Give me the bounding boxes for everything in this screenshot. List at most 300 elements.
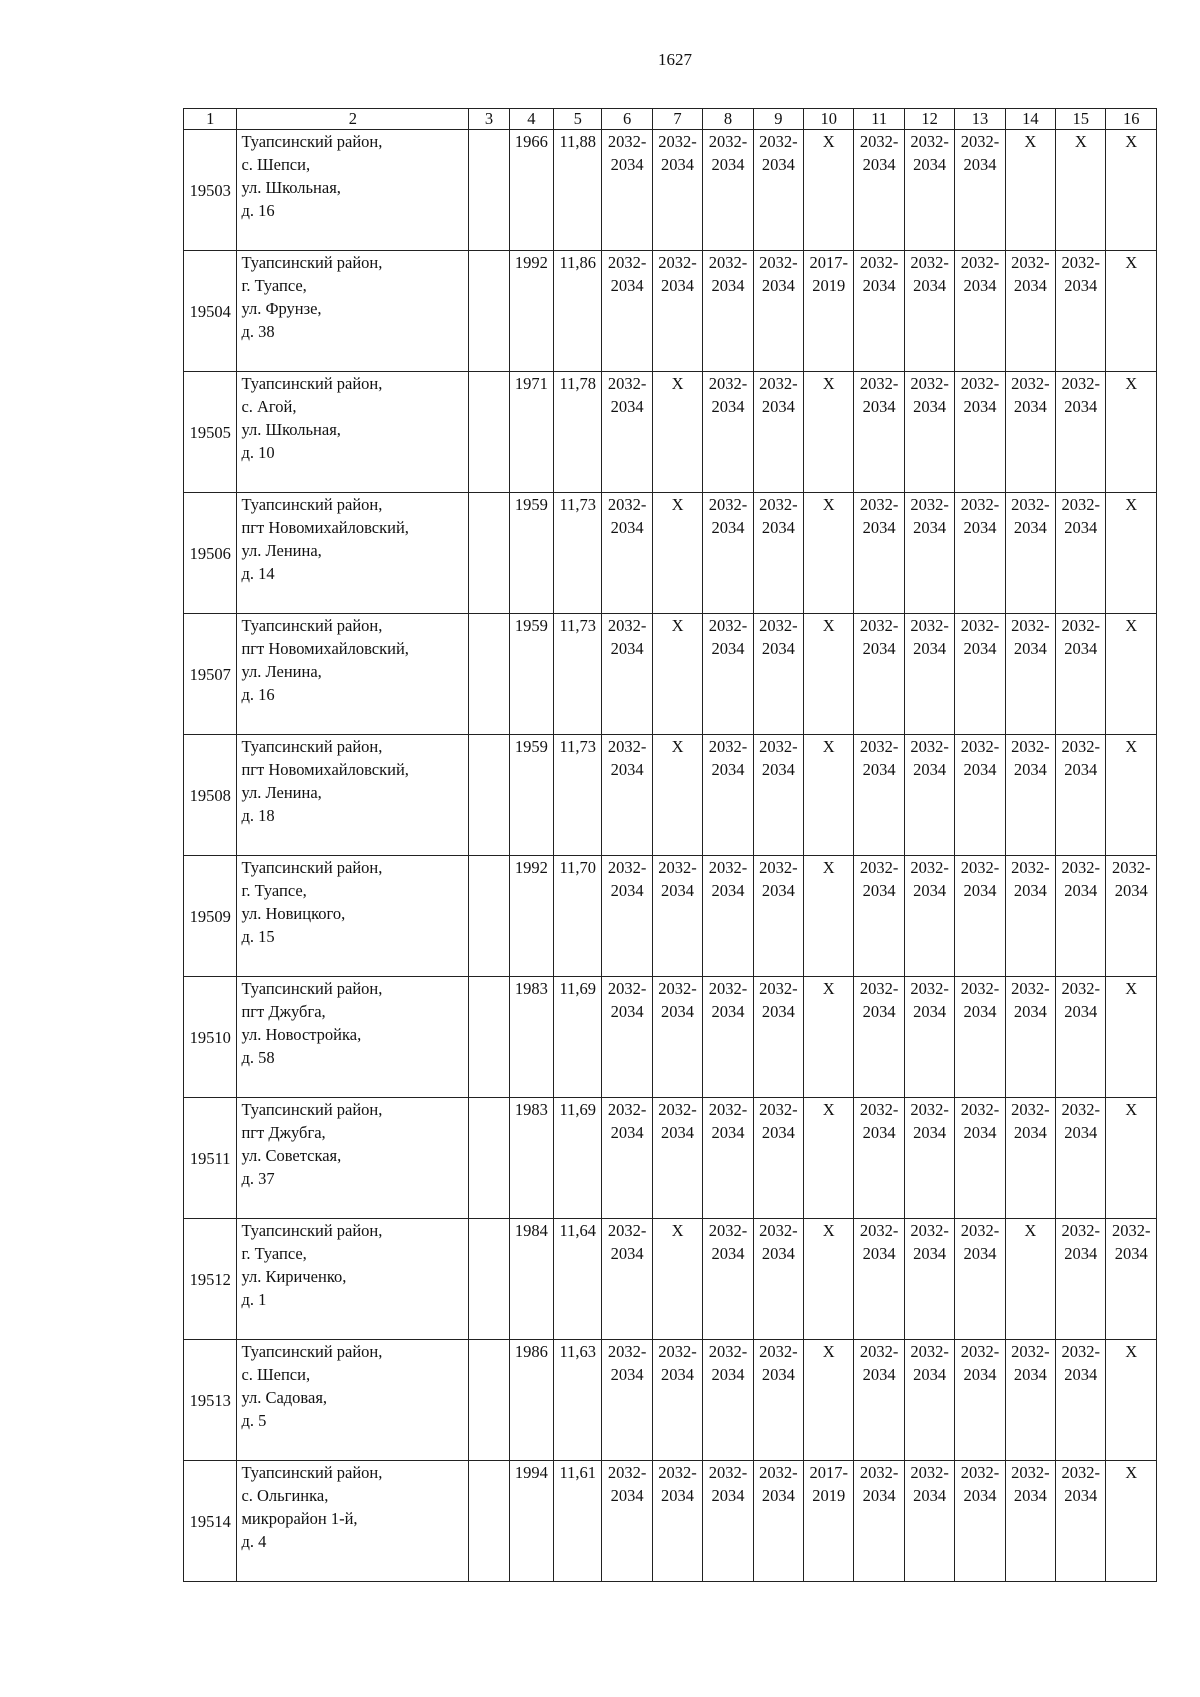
value-cell: 11,70 <box>554 856 602 977</box>
address-cell <box>237 493 469 614</box>
period-start: 2032- <box>658 132 697 151</box>
period-end: 2034 <box>1064 639 1098 658</box>
period-start: 2032- <box>910 1221 949 1240</box>
period-start: 2032- <box>607 1100 647 1119</box>
mark-cell: X <box>1106 1340 1157 1461</box>
period-cell <box>602 493 652 614</box>
address-line: ул. Новицкого, <box>241 904 346 923</box>
period-start: 2032- <box>859 1463 899 1482</box>
period-start: 2032- <box>910 1342 949 1361</box>
period-cell <box>904 1340 954 1461</box>
period-cell <box>1005 1461 1055 1582</box>
period-start: 2032- <box>1061 737 1101 756</box>
value-cell: 11,86 <box>554 251 602 372</box>
period-end: 2034 <box>761 881 795 900</box>
period-start: 2032- <box>960 1342 1000 1361</box>
period-end: 2034 <box>963 397 997 416</box>
period-cell <box>1005 977 1055 1098</box>
period-end: 2034 <box>1114 881 1148 900</box>
period-start: 2032- <box>859 495 899 514</box>
address-line: д. 37 <box>241 1169 275 1188</box>
address-line: с. Ольгинка, <box>241 1486 329 1505</box>
period-end: 2034 <box>1013 1123 1047 1142</box>
address-line: пгт Джубга, <box>241 1002 326 1021</box>
period-cell <box>602 1098 652 1219</box>
period-start: 2032- <box>960 495 1000 514</box>
address-line: д. 5 <box>241 1411 267 1430</box>
period-cell <box>1056 1219 1106 1340</box>
period-start: 2032- <box>859 858 899 877</box>
period-end: 2034 <box>1013 760 1047 779</box>
period-end: 2034 <box>862 518 896 537</box>
address-line: ул. Школьная, <box>241 178 341 197</box>
period-end: 2034 <box>1064 1365 1098 1384</box>
period-end: 2034 <box>1064 1486 1098 1505</box>
address-line: с. Шепси, <box>241 1365 311 1384</box>
address-line: ул. Советская, <box>241 1146 342 1165</box>
address-line: ул. Кириченко, <box>241 1267 347 1286</box>
period-start: 2032- <box>910 374 949 393</box>
period-start: 2032- <box>607 374 647 393</box>
period-cell <box>753 614 803 735</box>
row-number: 19510 <box>184 977 237 1098</box>
table-row <box>184 977 1157 1098</box>
period-end: 2034 <box>661 1123 695 1142</box>
period-end: 2034 <box>610 1244 644 1263</box>
mark-cell: X <box>804 614 854 735</box>
period-cell <box>602 977 652 1098</box>
address-line: г. Туапсе, <box>241 1244 307 1263</box>
table-body <box>184 109 1157 1582</box>
table-row <box>184 372 1157 493</box>
period-start: 2032- <box>1011 616 1050 635</box>
period-end: 2034 <box>711 760 745 779</box>
address-line: Туапсинский район, <box>241 1463 383 1482</box>
period-end: 2034 <box>711 881 745 900</box>
period-cell <box>1005 614 1055 735</box>
period-end: 2034 <box>862 397 896 416</box>
period-end: 2034 <box>711 639 745 658</box>
period-end: 2034 <box>1013 1002 1047 1021</box>
period-cell <box>955 735 1005 856</box>
row-number: 19506 <box>184 493 237 614</box>
mark-cell: X <box>652 372 702 493</box>
mark-cell: X <box>804 735 854 856</box>
period-end: 2034 <box>1114 1244 1148 1263</box>
period-start: 2032- <box>759 1463 798 1482</box>
mark-cell: X <box>1106 614 1157 735</box>
address-line: г. Туапсе, <box>241 881 307 900</box>
period-start: 2032- <box>607 1221 647 1240</box>
address-line: г. Туапсе, <box>241 276 307 295</box>
period-cell <box>703 1219 753 1340</box>
period-cell <box>703 251 753 372</box>
address-line: д. 1 <box>241 1290 267 1309</box>
period-cell <box>904 372 954 493</box>
period-end: 2034 <box>862 760 896 779</box>
period-start: 2032- <box>1061 616 1101 635</box>
row-number: 19503 <box>184 130 237 251</box>
period-end: 2034 <box>661 1365 695 1384</box>
period-end: 2034 <box>913 1123 947 1142</box>
mark-cell: X <box>1005 130 1055 251</box>
year-cell: 1983 <box>509 977 553 1098</box>
period-cell <box>703 130 753 251</box>
period-start: 2032- <box>859 374 899 393</box>
period-start: 2032- <box>910 1463 949 1482</box>
period-start: 2032- <box>960 616 1000 635</box>
mark-cell: X <box>1005 1219 1055 1340</box>
address-line: ул. Ленина, <box>241 541 322 560</box>
period-end: 2034 <box>913 155 947 174</box>
period-end: 2034 <box>610 1002 644 1021</box>
period-end: 2034 <box>661 1486 695 1505</box>
period-cell <box>854 130 904 251</box>
address-line: Туапсинский район, <box>241 374 383 393</box>
period-cell <box>703 1461 753 1582</box>
period-end: 2034 <box>711 276 745 295</box>
empty-cell <box>469 251 509 372</box>
period-start: 2032- <box>658 979 697 998</box>
period-end: 2034 <box>963 760 997 779</box>
period-cell <box>1056 977 1106 1098</box>
column-header: 5 <box>554 109 602 130</box>
column-header: 15 <box>1056 109 1106 130</box>
period-cell <box>955 856 1005 977</box>
period-end: 2034 <box>610 1486 644 1505</box>
period-cell <box>1056 1461 1106 1582</box>
column-header: 1 <box>184 109 237 130</box>
column-header: 13 <box>955 109 1005 130</box>
period-cell <box>703 1098 753 1219</box>
value-cell: 11,73 <box>554 493 602 614</box>
period-start: 2032- <box>1061 495 1101 514</box>
period-cell <box>904 735 954 856</box>
period-end: 2019 <box>812 276 846 295</box>
mark-cell: X <box>652 493 702 614</box>
mark-cell: X <box>804 977 854 1098</box>
period-start: 2032- <box>1061 1100 1101 1119</box>
period-cell <box>1005 493 1055 614</box>
mark-cell: X <box>804 1098 854 1219</box>
address-line: ул. Ленина, <box>241 783 322 802</box>
table-row <box>184 251 1157 372</box>
table-row <box>184 735 1157 856</box>
period-cell <box>753 372 803 493</box>
table-row <box>184 130 1157 251</box>
year-cell: 1992 <box>509 251 553 372</box>
period-cell <box>1056 372 1106 493</box>
period-start: 2032- <box>708 1221 748 1240</box>
address-line: пгт Джубга, <box>241 1123 326 1142</box>
period-end: 2034 <box>711 1123 745 1142</box>
period-cell <box>703 614 753 735</box>
period-cell <box>1056 1340 1106 1461</box>
period-end: 2034 <box>761 397 795 416</box>
empty-cell <box>469 1219 509 1340</box>
mark-cell: X <box>652 1219 702 1340</box>
mark-cell: X <box>1106 735 1157 856</box>
period-cell <box>1005 735 1055 856</box>
period-start: 2032- <box>708 1463 748 1482</box>
empty-cell <box>469 1340 509 1461</box>
period-end: 2034 <box>963 639 997 658</box>
period-end: 2034 <box>610 639 644 658</box>
period-start: 2032- <box>607 616 647 635</box>
period-start: 2032- <box>759 374 798 393</box>
period-cell <box>854 1340 904 1461</box>
table-row <box>184 1461 1157 1582</box>
period-start: 2032- <box>708 616 748 635</box>
period-start: 2032- <box>960 1100 1000 1119</box>
period-end: 2034 <box>913 1002 947 1021</box>
period-end: 2034 <box>761 518 795 537</box>
period-end: 2034 <box>913 1486 947 1505</box>
period-start: 2032- <box>910 132 949 151</box>
period-cell <box>904 1461 954 1582</box>
period-cell <box>854 1461 904 1582</box>
empty-cell <box>469 130 509 251</box>
period-start: 2032- <box>658 1463 697 1482</box>
address-line: с. Шепси, <box>241 155 311 174</box>
period-cell <box>955 1461 1005 1582</box>
period-start: 2032- <box>960 1463 1000 1482</box>
period-end: 2034 <box>913 397 947 416</box>
mark-cell: X <box>804 1219 854 1340</box>
table-row <box>184 614 1157 735</box>
period-cell <box>602 1461 652 1582</box>
mark-cell: X <box>1106 251 1157 372</box>
period-end: 2034 <box>610 397 644 416</box>
period-start: 2032- <box>910 737 949 756</box>
year-cell: 1966 <box>509 130 553 251</box>
period-cell <box>1056 735 1106 856</box>
address-line: микрорайон 1-й, <box>241 1509 358 1528</box>
address-line: Туапсинский район, <box>241 1221 383 1240</box>
address-line: д. 10 <box>241 443 275 462</box>
period-end: 2034 <box>963 1123 997 1142</box>
period-start: 2032- <box>1011 1463 1050 1482</box>
period-start: 2032- <box>859 737 899 756</box>
period-start: 2032- <box>960 1221 1000 1240</box>
period-cell <box>854 614 904 735</box>
mark-cell: X <box>804 493 854 614</box>
period-cell <box>753 977 803 1098</box>
period-start: 2032- <box>1061 253 1101 272</box>
period-cell <box>955 614 1005 735</box>
period-start: 2032- <box>607 858 647 877</box>
value-cell: 11,73 <box>554 614 602 735</box>
year-cell: 1971 <box>509 372 553 493</box>
period-cell <box>904 1098 954 1219</box>
period-cell <box>904 614 954 735</box>
period-end: 2034 <box>1064 760 1098 779</box>
year-cell: 1986 <box>509 1340 553 1461</box>
period-end: 2034 <box>1013 881 1047 900</box>
period-start: 2032- <box>859 1100 899 1119</box>
period-cell <box>1106 1219 1157 1340</box>
address-line: ул. Новостройка, <box>241 1025 362 1044</box>
period-end: 2034 <box>913 518 947 537</box>
address-cell <box>237 251 469 372</box>
period-end: 2034 <box>862 1486 896 1505</box>
period-end: 2034 <box>1064 276 1098 295</box>
value-cell: 11,69 <box>554 977 602 1098</box>
address-line: ул. Ленина, <box>241 662 322 681</box>
period-end: 2034 <box>862 1244 896 1263</box>
mark-cell: X <box>804 1340 854 1461</box>
table-row <box>184 1340 1157 1461</box>
period-start: 2032- <box>607 132 647 151</box>
period-cell <box>602 856 652 977</box>
period-start: 2032- <box>607 495 647 514</box>
period-cell <box>1005 1098 1055 1219</box>
address-line: д. 18 <box>241 806 275 825</box>
period-cell <box>854 735 904 856</box>
period-cell <box>854 372 904 493</box>
period-end: 2034 <box>711 1365 745 1384</box>
period-start: 2032- <box>607 979 647 998</box>
address-cell <box>237 1219 469 1340</box>
address-line: ул. Садовая, <box>241 1388 328 1407</box>
period-start: 2032- <box>1111 1221 1151 1240</box>
registry-table <box>183 108 1157 1582</box>
period-start: 2032- <box>960 737 1000 756</box>
row-number: 19509 <box>184 856 237 977</box>
year-cell: 1984 <box>509 1219 553 1340</box>
period-end: 2034 <box>1013 518 1047 537</box>
period-end: 2034 <box>761 1002 795 1021</box>
period-end: 2034 <box>963 518 997 537</box>
period-end: 2034 <box>711 397 745 416</box>
empty-cell <box>469 614 509 735</box>
period-cell <box>854 977 904 1098</box>
address-line: д. 38 <box>241 322 275 341</box>
period-start: 2032- <box>910 495 949 514</box>
period-end: 2034 <box>1064 1002 1098 1021</box>
year-cell: 1959 <box>509 614 553 735</box>
period-start: 2032- <box>1061 1221 1101 1240</box>
year-cell: 1983 <box>509 1098 553 1219</box>
period-cell <box>1056 251 1106 372</box>
period-start: 2032- <box>1011 737 1050 756</box>
period-start: 2032- <box>1061 858 1101 877</box>
mark-cell: X <box>1106 493 1157 614</box>
period-start: 2032- <box>1061 374 1101 393</box>
period-start: 2032- <box>759 979 798 998</box>
table-row <box>184 1098 1157 1219</box>
address-line: Туапсинский район, <box>241 616 383 635</box>
address-cell <box>237 130 469 251</box>
period-start: 2017- <box>809 1463 848 1482</box>
period-cell <box>703 493 753 614</box>
period-cell <box>904 251 954 372</box>
period-cell <box>602 130 652 251</box>
empty-cell <box>469 493 509 614</box>
period-start: 2032- <box>910 979 949 998</box>
period-cell <box>703 977 753 1098</box>
period-start: 2032- <box>1111 858 1151 877</box>
column-header: 4 <box>509 109 553 130</box>
address-line: д. 15 <box>241 927 275 946</box>
period-cell <box>904 1219 954 1340</box>
mark-cell: X <box>1106 1098 1157 1219</box>
period-start: 2017- <box>809 253 848 272</box>
period-end: 2034 <box>913 639 947 658</box>
period-start: 2032- <box>910 616 949 635</box>
period-start: 2032- <box>759 858 798 877</box>
year-cell: 1992 <box>509 856 553 977</box>
page-number: 1627 <box>658 50 692 69</box>
period-start: 2032- <box>759 495 798 514</box>
period-cell <box>602 614 652 735</box>
period-end: 2034 <box>711 155 745 174</box>
value-cell: 11,88 <box>554 130 602 251</box>
period-cell <box>753 1219 803 1340</box>
period-start: 2032- <box>708 253 748 272</box>
mark-cell: X <box>804 130 854 251</box>
row-number: 19512 <box>184 1219 237 1340</box>
period-end: 2034 <box>661 881 695 900</box>
period-start: 2032- <box>708 737 748 756</box>
period-start: 2032- <box>658 858 697 877</box>
period-start: 2032- <box>658 1342 697 1361</box>
period-start: 2032- <box>910 858 949 877</box>
period-end: 2034 <box>610 518 644 537</box>
period-start: 2032- <box>708 858 748 877</box>
period-cell <box>652 977 702 1098</box>
period-cell <box>652 130 702 251</box>
empty-cell <box>469 1098 509 1219</box>
period-end: 2034 <box>761 155 795 174</box>
period-end: 2034 <box>862 276 896 295</box>
period-cell <box>854 251 904 372</box>
period-end: 2034 <box>1013 1486 1047 1505</box>
period-end: 2034 <box>963 1002 997 1021</box>
value-cell: 11,61 <box>554 1461 602 1582</box>
period-end: 2034 <box>610 760 644 779</box>
period-end: 2034 <box>963 1365 997 1384</box>
period-cell <box>904 130 954 251</box>
period-start: 2032- <box>708 132 748 151</box>
address-line: Туапсинский район, <box>241 1100 383 1119</box>
address-cell <box>237 1461 469 1582</box>
period-end: 2034 <box>862 155 896 174</box>
period-start: 2032- <box>708 495 748 514</box>
mark-cell: X <box>1106 1461 1157 1582</box>
period-cell <box>955 1340 1005 1461</box>
empty-cell <box>469 977 509 1098</box>
period-end: 2034 <box>610 276 644 295</box>
column-header: 9 <box>753 109 803 130</box>
empty-cell <box>469 856 509 977</box>
period-end: 2034 <box>610 155 644 174</box>
address-cell <box>237 977 469 1098</box>
period-cell <box>652 856 702 977</box>
period-cell <box>955 977 1005 1098</box>
period-end: 2034 <box>913 760 947 779</box>
address-line: Туапсинский район, <box>241 979 383 998</box>
period-cell <box>703 372 753 493</box>
period-end: 2034 <box>761 1365 795 1384</box>
address-line: с. Агой, <box>241 397 297 416</box>
period-start: 2032- <box>759 1100 798 1119</box>
address-line: д. 4 <box>241 1532 267 1551</box>
column-header: 6 <box>602 109 652 130</box>
period-cell <box>904 856 954 977</box>
period-end: 2034 <box>661 1002 695 1021</box>
period-end: 2034 <box>913 881 947 900</box>
